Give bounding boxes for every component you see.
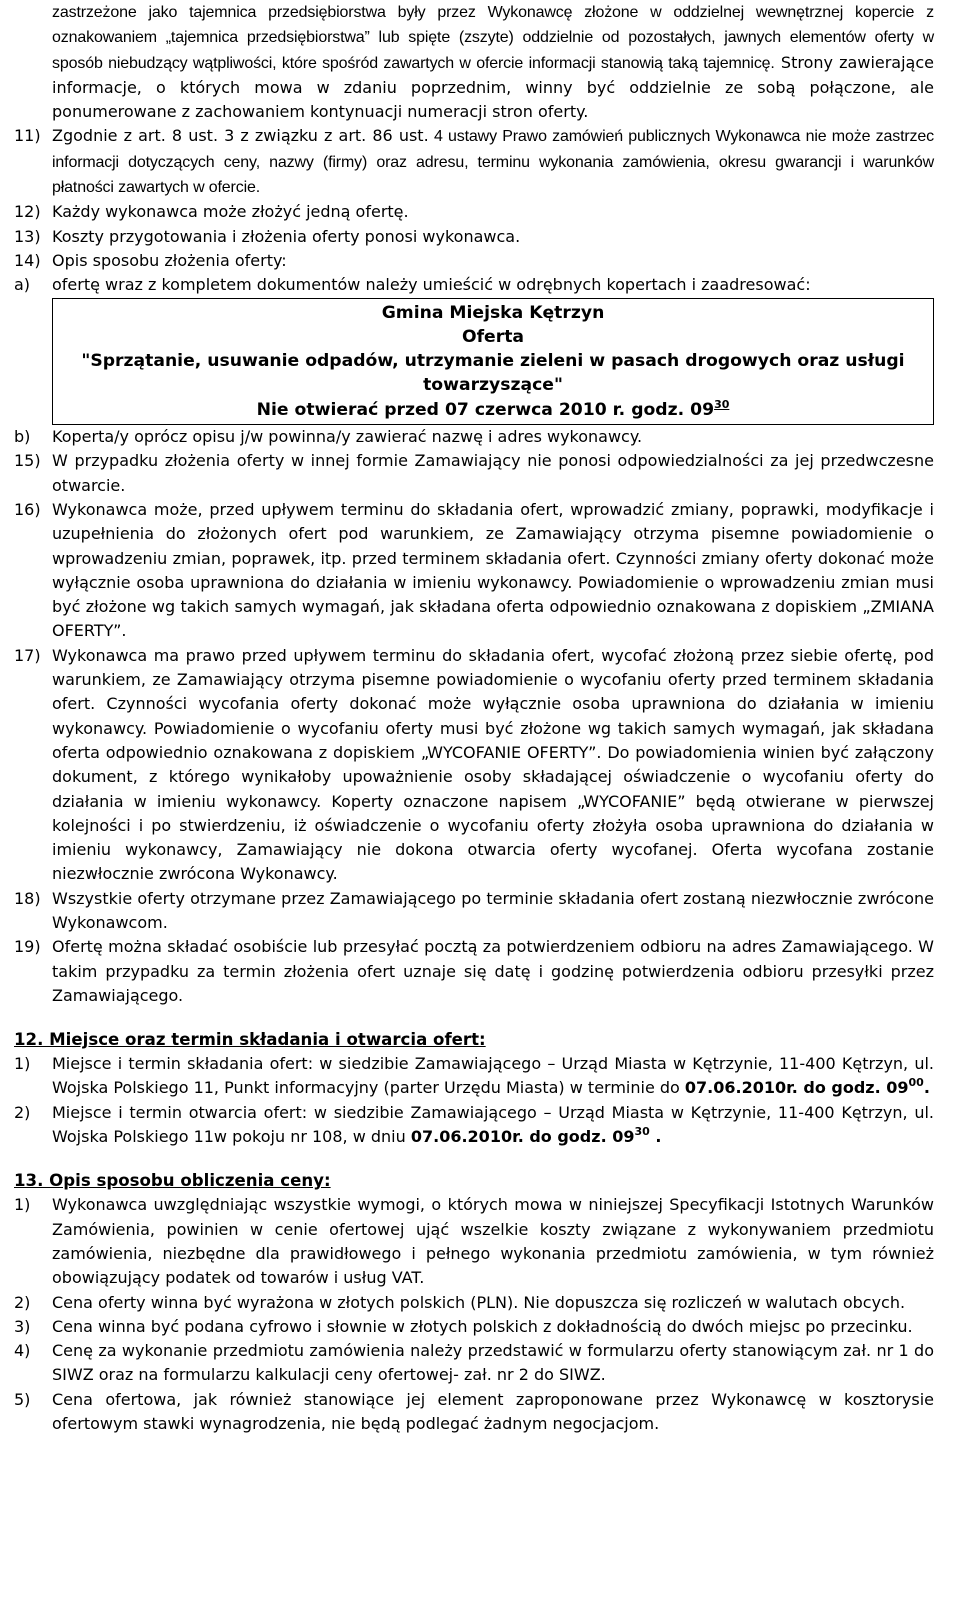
- list-item-13: [14, 225, 934, 249]
- item-letter: a): [14, 275, 31, 295]
- list-item-14b: [14, 425, 934, 449]
- envelope-subject: "Sprzątanie, usuwanie odpadów, utrzymanie zieleni w pasach drogowych oraz usługi towarzyszące": [81, 351, 905, 396]
- list-item-11: [14, 124, 934, 200]
- confidentiality-paragraph: [14, 0, 934, 124]
- item-number: 16): [14, 499, 41, 519]
- section-13-item-4: [14, 1339, 934, 1388]
- item-17-text: Wykonawca ma prawo przed upływem terminu do składania ofert, wycofać złożoną przez siebie ofertę, pod warunkiem, ze Zamawiający otrzyma pisemne powiadomienie o wycofaniu oferty przed terminem składania ofert. Czynności wycofania oferty dokonać może wyłącznie osoba uprawniona do działania w imieniu wykonawcy. Powiadomienie o wycofaniu oferty musi być złożone wg takich samych wymagań, jak składana oferta odpowiednio oznakowana z dopiskiem „WYCOFANIE OFERTY”. Do powiadomienia winien być załączony dokument, z którego wynikałoby upoważnienie osoby składającej oświadczenie o wycofaniu oferty do działania w imieniu wykonawcy. Koperty oznaczone napisem „WYCOFANIE” będą otwierane w pierwszej kolejności i po stwierdzeniu, iż oświadczenie o wycofaniu oferty złożyła osoba uprawniona do działania w imieniu wykonawcy, Zamawiający nie dokona otwarcia oferty wycofanej. Oferta wycofana zostanie niezwłocznie zwrócona Wykonawcy.: [52, 645, 934, 884]
- item-number: 1): [14, 1054, 31, 1074]
- item-13-text: Koszty przygotowania i złożenia oferty ponosi wykonawca.: [52, 226, 521, 246]
- envelope-offer-word: Oferta: [461, 326, 525, 347]
- item-16-text: Wykonawca może, przed upływem terminu do składania ofert, wprowadzić zmiany, poprawki, modyfikacje i uzupełnienia do złożonych ofert pod warunkiem, ze Zamawiający otrzyma pisemne powiadomienie o wprowadzeniu zmian, poprawek, itp. przed terminem składania ofert. Czynności zmiany oferty dokonać może wyłącznie osoba uprawniona do działania w imieniu wykonawcy. Powiadomienie o wprowadzeniu zmian musi być złożone wg takich samych wymagań, jak składana oferta odpowiednio oznakowana z dopiskiem „ZMIANA OFERTY”.: [52, 499, 934, 641]
- list-item-18: [14, 887, 934, 936]
- list-item-14a: [14, 273, 934, 297]
- item-14b-text: Koperta/y oprócz opisu j/w powinna/y zawierać nazwę i adres wykonawcy.: [52, 427, 643, 447]
- section-13-item-2: [14, 1291, 934, 1315]
- submission-minutes-sup: 00: [908, 1076, 924, 1090]
- list-item-12: [14, 200, 934, 224]
- section-13-heading: [14, 1169, 934, 1193]
- period: .: [923, 1078, 930, 1098]
- period: .: [649, 1127, 662, 1147]
- item-number: 4): [14, 1341, 31, 1361]
- opening-minutes-sup: 30: [634, 1125, 650, 1139]
- item-11-text-a: Zgodnie z art. 8 ust. 3 z związku z art. 86 ust.: [52, 126, 429, 146]
- item-15-text: W przypadku złożenia oferty w innej formie Zamawiający nie ponosi odpowiedzialności za jej przedwczesne otwarcie.: [52, 451, 934, 495]
- section-13-item-2-text: Cena oferty winna być wyrażona w złotych polskich (PLN). Nie dopuszcza się rozliczeń w walutach obcych.: [52, 1292, 906, 1312]
- envelope-label-box: [52, 298, 934, 425]
- item-19-text: Ofertę można składać osobiście lub przesyłać pocztą za potwierdzeniem odbioru na adres Zamawiającego. W takim przypadku za termin złożenia ofert uznaje się datę i godzinę potwierdzenia odbioru przesyłki przez Zamawiającego.: [52, 937, 934, 1005]
- confidentiality-text-b: Strony zawierające informacje, o których mowa w zdaniu poprzednim, winny być oddzielnie ze sobą połączone, ale ponumerowane z zachowaniem kontynuacji numeracji stron oferty.: [52, 52, 935, 122]
- section-12-item-1: [14, 1052, 934, 1101]
- opening-place-text: Miejsce i termin otwarcia ofert: w siedzibie Zamawiającego – Urząd Miasta w Kętrzynie, 11-400 Kętrzyn, ul. Wojska Polskiego 11w pokoju nr 108, w dniu: [52, 1102, 934, 1147]
- section-12-heading: [14, 1028, 934, 1052]
- item-11-text-b: 4 ustawy Prawo zamówień publicznych Wykonawca nie może zastrzec informacji dotyczących ceny, nazwy (firmy) oraz adresu, terminu wykonania zamówienia, okresu gwarancji i warunków płatności zawartych w ofercie.: [52, 128, 935, 197]
- list-item-14: [14, 249, 934, 273]
- item-number: 2): [14, 1102, 31, 1122]
- section-12-item-2: [14, 1101, 934, 1150]
- item-number: 15): [14, 451, 41, 471]
- hour-minutes-sup: 30: [714, 397, 730, 411]
- list-item-15: [14, 449, 934, 498]
- item-letter: b): [14, 427, 31, 447]
- item-14a-text: ofertę wraz z kompletem dokumentów należy umieścić w odrębnych kopertach i zaadresować:: [52, 275, 811, 295]
- envelope-do-not-open: [57, 398, 929, 422]
- confidentiality-text-a: zastrzeżone jako tajemnica przedsiębiorstwa były przez Wykonawcę złożone w oddzielnej wewnętrznej kopercie z oznakowaniem „tajemnica przedsiębiorstwa” lub spięte (zszyte) oddzielnie od pozostałych, jawnych elementów oferty w sposób niebudzący wątpliwości, które spośród zawartych w ofercie informacji stanowią taką tajemnicę.: [52, 4, 934, 72]
- section-13-title: 13. Opis sposobu obliczenia ceny:: [14, 1171, 331, 1191]
- envelope-recipient: Gmina Miejska Kętrzyn: [381, 302, 605, 323]
- item-number: 2): [14, 1292, 31, 1312]
- section-13-item-5: [14, 1388, 934, 1437]
- section-13-item-1: [14, 1193, 934, 1290]
- item-number: 11): [14, 126, 41, 146]
- list-item-19: [14, 935, 934, 1008]
- opening-deadline: 07.06.2010r. do godz. 09: [410, 1127, 635, 1147]
- item-number: 14): [14, 250, 41, 270]
- section-13-item-4-text: Cenę za wykonanie przedmiotu zamówienia należy przedstawić w formularzu oferty stanowiącym zał. nr 1 do SIWZ oraz na formularzu kalkulacji ceny ofertowej- zał. nr 2 do SIWZ.: [52, 1341, 934, 1385]
- list-item-16: [14, 498, 934, 644]
- section-12-title: 12. Miejsce oraz termin składania i otwarcia ofert:: [14, 1030, 486, 1050]
- item-number: 17): [14, 645, 41, 665]
- item-18-text: Wszystkie oferty otrzymane przez Zamawiającego po terminie składania ofert zostaną niezwłocznie zwrócone Wykonawcom.: [52, 888, 934, 932]
- item-number: 18): [14, 888, 41, 908]
- item-number: 1): [14, 1195, 31, 1215]
- submission-deadline: 07.06.2010r. do godz. 09: [684, 1078, 909, 1098]
- item-number: 19): [14, 937, 41, 957]
- section-13-item-1-text: Wykonawca uwzględniając wszystkie wymogi, o których mowa w niniejszej Specyfikacji Istotnych Warunków Zamówienia, powinien w cenie ofertowej ująć wszelkie koszty związane z wykonywaniem przedmiotu zamówienia, niezbędne dla prawidłowego i pełnego wykonania przedmiotu zamówienia, w tym również obowiązujący podatek od towarów i usług VAT.: [52, 1195, 934, 1288]
- item-number: 3): [14, 1316, 31, 1336]
- item-number: 5): [14, 1389, 31, 1409]
- item-number: 13): [14, 226, 41, 246]
- list-item-17: [14, 644, 934, 887]
- section-13-item-3-text: Cena winna być podana cyfrowo i słownie w złotych polskich z dokładnością do dwóch miejsc po przecinku.: [52, 1316, 913, 1336]
- item-14-text: Opis sposobu złożenia oferty:: [52, 250, 287, 270]
- section-13-item-5-text: Cena ofertowa, jak również stanowiące jej element zaproponowane przez Wykonawcę w kosztorysie ofertowym stawki wynagrodzenia, nie będą podlegać żadnym negocjacjom.: [52, 1389, 934, 1434]
- section-13-item-3: [14, 1315, 934, 1339]
- item-12-text: Każdy wykonawca może złożyć jedną ofertę.: [52, 202, 409, 222]
- item-number: 12): [14, 202, 41, 222]
- do-not-open-text: Nie otwierać przed 07 czerwca 2010 r. godz. 09: [256, 399, 715, 420]
- submission-place-text: Miejsce i termin składania ofert: w siedzibie Zamawiającego – Urząd Miasta w Kętrzynie, 11-400 Kętrzyn, ul. Wojska Polskiego 11, Punkt informacyjny (parter Urzędu Miasta) w terminie do: [52, 1054, 934, 1098]
